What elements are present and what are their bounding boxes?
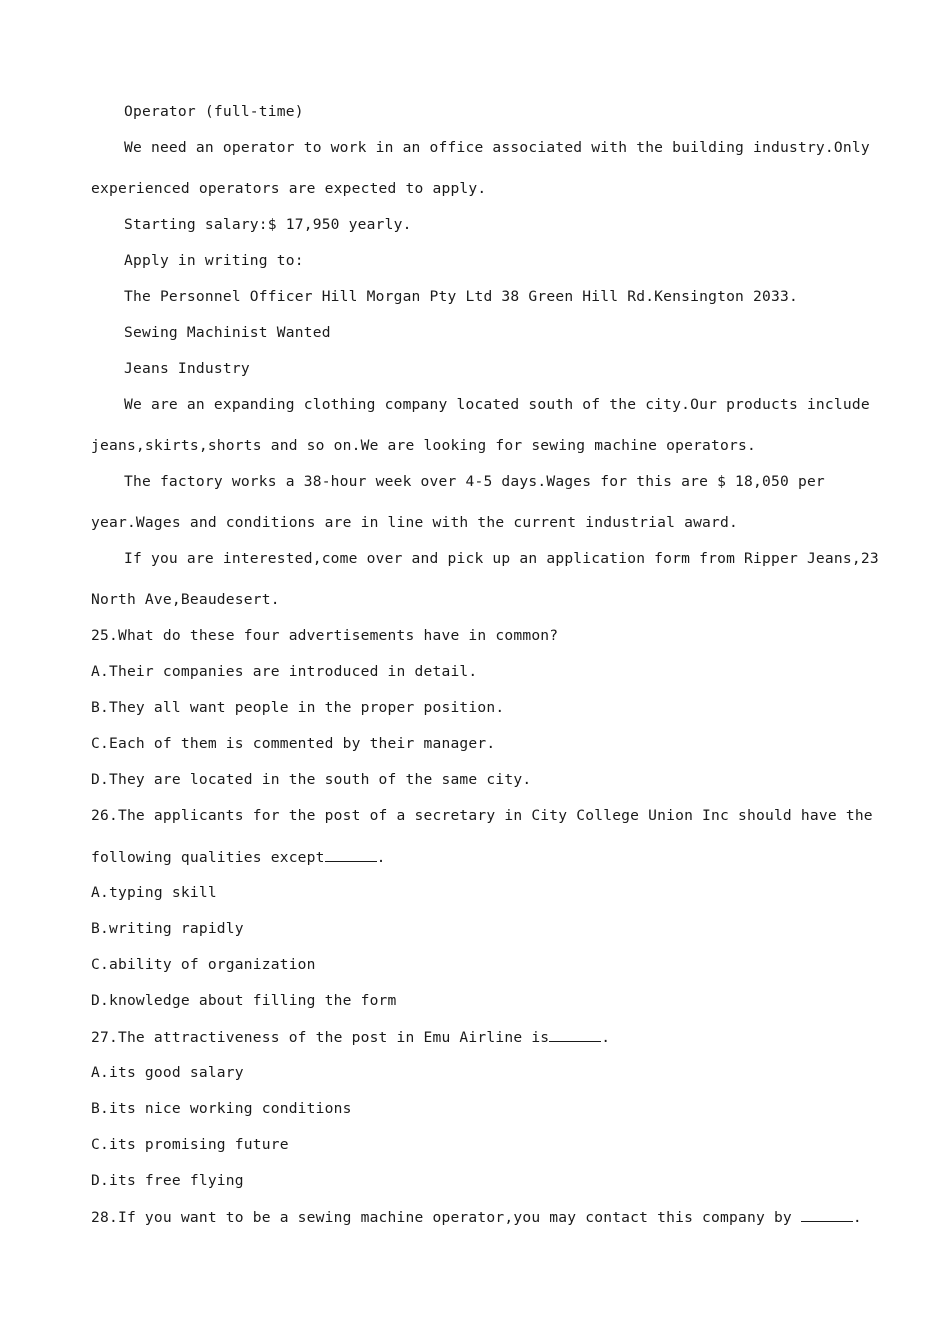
- ad-sewing-p3-line2: North Ave,Beaudesert.: [91, 591, 280, 608]
- question-27-option-a: A.its good salary: [91, 1064, 244, 1081]
- question-27-option-c: C.its promising future: [91, 1136, 289, 1153]
- question-25-option-a: A.Their companies are introduced in detail.: [91, 663, 478, 680]
- question-26-option-a: A.typing skill: [91, 884, 217, 901]
- question-26-stem-text: following qualities except: [91, 849, 325, 866]
- question-26-stem-line1: 26.The applicants for the post of a secretary in City College Union Inc should have the: [91, 807, 873, 824]
- question-27-stem-text: 27.The attractiveness of the post in Emu Airline is: [91, 1029, 550, 1046]
- ad-sewing-p2-line2: year.Wages and conditions are in line with the current industrial award.: [91, 514, 739, 531]
- answer-blank: [325, 843, 377, 862]
- question-28-stem-end: .: [852, 1209, 862, 1226]
- question-26-stem-end: .: [376, 849, 386, 866]
- question-27-option-d: D.its free flying: [91, 1172, 244, 1189]
- question-26-option-c: C.ability of organization: [91, 956, 316, 973]
- ad-sewing-p2-line1: The factory works a 38-hour week over 4-5 days.Wages for this are $ 18,050 per: [124, 473, 825, 490]
- ad-sewing-p1-line1: We are an expanding clothing company located south of the city.Our products include: [124, 396, 870, 413]
- question-25-stem: 25.What do these four advertisements have in common?: [91, 627, 559, 644]
- question-26-option-b: B.writing rapidly: [91, 920, 244, 937]
- ad-title-sewing: Sewing Machinist Wanted: [124, 324, 331, 341]
- answer-blank: [549, 1023, 601, 1042]
- ad-sewing-p1-line2: jeans,skirts,shorts and so on.We are looking for sewing machine operators.: [91, 437, 756, 454]
- question-25-option-c: C.Each of them is commented by their manager.: [91, 735, 496, 752]
- question-28-stem-line: [91, 1203, 862, 1239]
- ad-sewing-subtitle: Jeans Industry: [124, 360, 250, 377]
- question-27-stem-line: [91, 1023, 836, 1059]
- question-25-option-b: B.They all want people in the proper position.: [91, 699, 505, 716]
- ad-operator-body-line1: We need an operator to work in an office associated with the building industry.Only: [124, 139, 870, 156]
- question-26-option-d: D.knowledge about filling the form: [91, 992, 397, 1009]
- ad-operator-body-line2: experienced operators are expected to apply.: [91, 180, 487, 197]
- ad-operator-address: The Personnel Officer Hill Morgan Pty Ltd 38 Green Hill Rd.Kensington 2033.: [124, 288, 798, 305]
- question-28-stem-text: 28.If you want to be a sewing machine operator,you may contact this company by: [91, 1209, 801, 1226]
- ad-sewing-p3-line1: If you are interested,come over and pick up an application form from Ripper Jeans,23: [124, 550, 879, 567]
- question-25-option-d: D.They are located in the south of the same city.: [91, 771, 532, 788]
- answer-blank: [801, 1203, 853, 1222]
- ad-operator-apply: Apply in writing to:: [124, 252, 304, 269]
- ad-title-operator: Operator (full-time): [124, 103, 304, 120]
- question-27-option-b: B.its nice working conditions: [91, 1100, 352, 1117]
- ad-operator-salary: Starting salary:$ 17,950 yearly.: [124, 216, 412, 233]
- document-page: [91, 98, 879, 1239]
- question-27-stem-end: .: [601, 1029, 611, 1046]
- question-26-stem-line2: [91, 843, 836, 879]
